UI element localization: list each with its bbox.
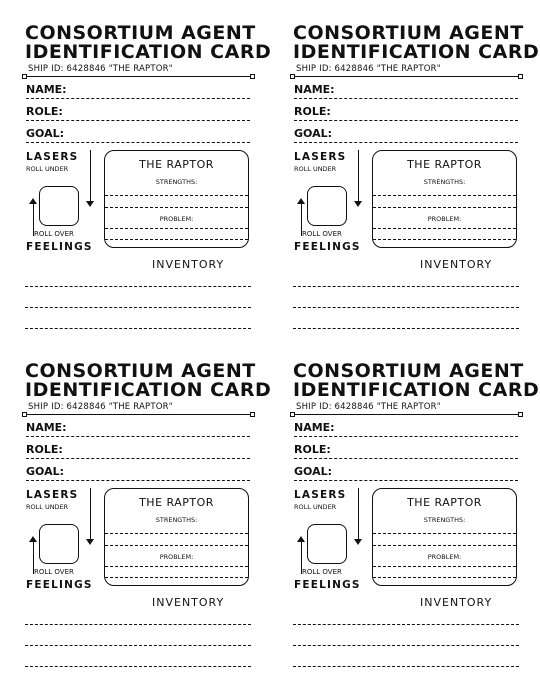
inventory-line[interactable] <box>25 645 251 646</box>
roll-over-label: ROLL OVER <box>34 568 74 576</box>
agent-card <box>290 22 540 352</box>
role-label: ROLE: <box>294 105 331 118</box>
inventory-label: INVENTORY <box>152 258 225 271</box>
card-title-line1: CONSORTIUM AGENT <box>25 22 256 44</box>
problem-label: PROBLEM: <box>159 553 194 561</box>
goal-field[interactable] <box>294 464 518 481</box>
ship-box-title: THE RAPTOR <box>407 158 482 171</box>
down-arrow-line <box>90 150 91 203</box>
strengths-line[interactable] <box>105 533 248 534</box>
name-field[interactable] <box>294 420 518 437</box>
problem-line[interactable] <box>105 228 248 229</box>
agent-card <box>22 22 272 352</box>
divider-end-dot <box>518 412 523 417</box>
divider <box>24 414 252 415</box>
agent-card <box>290 360 540 690</box>
name-label: NAME: <box>294 421 335 434</box>
inventory-line[interactable] <box>25 286 251 287</box>
inventory-label: INVENTORY <box>152 596 225 609</box>
stat-number-box[interactable] <box>307 524 347 564</box>
inventory-line[interactable] <box>293 624 519 625</box>
goal-field[interactable] <box>26 126 250 143</box>
inventory-line[interactable] <box>293 286 519 287</box>
goal-label: GOAL: <box>294 465 333 478</box>
up-arrow-icon <box>297 198 305 204</box>
role-field[interactable] <box>26 442 250 459</box>
goal-field[interactable] <box>26 464 250 481</box>
ship-id: SHIP ID: 6428846 "THE RAPTOR" <box>296 402 441 412</box>
problem-line[interactable] <box>373 577 516 578</box>
problem-label: PROBLEM: <box>159 215 194 223</box>
ship-box-title: THE RAPTOR <box>139 158 214 171</box>
down-arrow-line <box>358 488 359 541</box>
divider-end-dot <box>290 74 295 79</box>
roll-under-label: ROLL UNDER <box>294 165 337 173</box>
card-title-line2: IDENTIFICATION CARD <box>25 41 272 63</box>
ship-box <box>104 150 249 248</box>
ship-id: SHIP ID: 6428846 "THE RAPTOR" <box>28 402 173 412</box>
strengths-line[interactable] <box>373 533 516 534</box>
card-title-line1: CONSORTIUM AGENT <box>25 360 256 382</box>
strengths-label: STRENGTHS: <box>155 516 198 524</box>
ship-box-title: THE RAPTOR <box>407 496 482 509</box>
inventory-label: INVENTORY <box>420 596 493 609</box>
up-arrow-icon <box>29 536 37 542</box>
divider-end-dot <box>250 412 255 417</box>
strengths-line[interactable] <box>373 195 516 196</box>
problem-label: PROBLEM: <box>427 215 462 223</box>
roll-under-label: ROLL UNDER <box>294 503 337 511</box>
divider <box>292 414 520 415</box>
role-label: ROLE: <box>26 443 63 456</box>
inventory-line[interactable] <box>25 624 251 625</box>
feelings-label: FEELINGS <box>294 241 361 253</box>
goal-label: GOAL: <box>294 127 333 140</box>
down-arrow-icon <box>354 201 362 207</box>
inventory-line[interactable] <box>293 328 519 329</box>
divider-end-dot <box>250 74 255 79</box>
strengths-line[interactable] <box>105 545 248 546</box>
roll-over-label: ROLL OVER <box>302 568 342 576</box>
divider-end-dot <box>290 412 295 417</box>
name-field[interactable] <box>26 82 250 99</box>
roll-under-label: ROLL UNDER <box>26 165 69 173</box>
name-label: NAME: <box>26 83 67 96</box>
feelings-label: FEELINGS <box>294 579 361 591</box>
stat-number-box[interactable] <box>307 186 347 226</box>
strengths-label: STRENGTHS: <box>155 178 198 186</box>
card-title-line2: IDENTIFICATION CARD <box>293 379 540 401</box>
down-arrow-line <box>358 150 359 203</box>
role-field[interactable] <box>26 104 250 121</box>
feelings-label: FEELINGS <box>26 579 93 591</box>
lasers-label: LASERS <box>294 489 347 501</box>
problem-line[interactable] <box>105 577 248 578</box>
card-title-line2: IDENTIFICATION CARD <box>293 41 540 63</box>
roll-over-label: ROLL OVER <box>302 230 342 238</box>
ship-id: SHIP ID: 6428846 "THE RAPTOR" <box>296 64 441 74</box>
divider <box>24 76 252 77</box>
goal-label: GOAL: <box>26 127 65 140</box>
down-arrow-icon <box>86 539 94 545</box>
agent-card <box>22 360 272 690</box>
strengths-line[interactable] <box>373 545 516 546</box>
up-arrow-icon <box>297 536 305 542</box>
card-title-line1: CONSORTIUM AGENT <box>293 360 524 382</box>
inventory-line[interactable] <box>25 666 251 667</box>
name-label: NAME: <box>26 421 67 434</box>
goal-label: GOAL: <box>26 465 65 478</box>
card-title-line1: CONSORTIUM AGENT <box>293 22 524 44</box>
problem-line[interactable] <box>105 239 248 240</box>
strengths-line[interactable] <box>105 207 248 208</box>
strengths-label: STRENGTHS: <box>423 516 466 524</box>
down-arrow-line <box>90 488 91 541</box>
role-label: ROLE: <box>26 105 63 118</box>
divider <box>292 76 520 77</box>
inventory-label: INVENTORY <box>420 258 493 271</box>
inventory-line[interactable] <box>25 328 251 329</box>
stat-number-box[interactable] <box>39 524 79 564</box>
ship-box <box>372 488 517 586</box>
name-field[interactable] <box>294 82 518 99</box>
role-label: ROLE: <box>294 443 331 456</box>
role-field[interactable] <box>294 104 518 121</box>
divider-end-dot <box>22 412 27 417</box>
inventory-line[interactable] <box>293 307 519 308</box>
lasers-label: LASERS <box>26 489 79 501</box>
up-arrow-icon <box>29 198 37 204</box>
ship-box <box>104 488 249 586</box>
name-label: NAME: <box>294 83 335 96</box>
divider-end-dot <box>518 74 523 79</box>
down-arrow-icon <box>354 539 362 545</box>
divider-end-dot <box>22 74 27 79</box>
name-field[interactable] <box>26 420 250 437</box>
strengths-line[interactable] <box>105 195 248 196</box>
ship-id: SHIP ID: 6428846 "THE RAPTOR" <box>28 64 173 74</box>
inventory-line[interactable] <box>293 666 519 667</box>
problem-line[interactable] <box>105 566 248 567</box>
ship-box-title: THE RAPTOR <box>139 496 214 509</box>
stat-number-box[interactable] <box>39 186 79 226</box>
card-title-line2: IDENTIFICATION CARD <box>25 379 272 401</box>
problem-label: PROBLEM: <box>427 553 462 561</box>
lasers-label: LASERS <box>294 151 347 163</box>
problem-line[interactable] <box>373 228 516 229</box>
down-arrow-icon <box>86 201 94 207</box>
role-field[interactable] <box>294 442 518 459</box>
problem-line[interactable] <box>373 239 516 240</box>
roll-under-label: ROLL UNDER <box>26 503 69 511</box>
problem-line[interactable] <box>373 566 516 567</box>
strengths-line[interactable] <box>373 207 516 208</box>
goal-field[interactable] <box>294 126 518 143</box>
strengths-label: STRENGTHS: <box>423 178 466 186</box>
inventory-line[interactable] <box>25 307 251 308</box>
ship-box <box>372 150 517 248</box>
roll-over-label: ROLL OVER <box>34 230 74 238</box>
lasers-label: LASERS <box>26 151 79 163</box>
feelings-label: FEELINGS <box>26 241 93 253</box>
inventory-line[interactable] <box>293 645 519 646</box>
